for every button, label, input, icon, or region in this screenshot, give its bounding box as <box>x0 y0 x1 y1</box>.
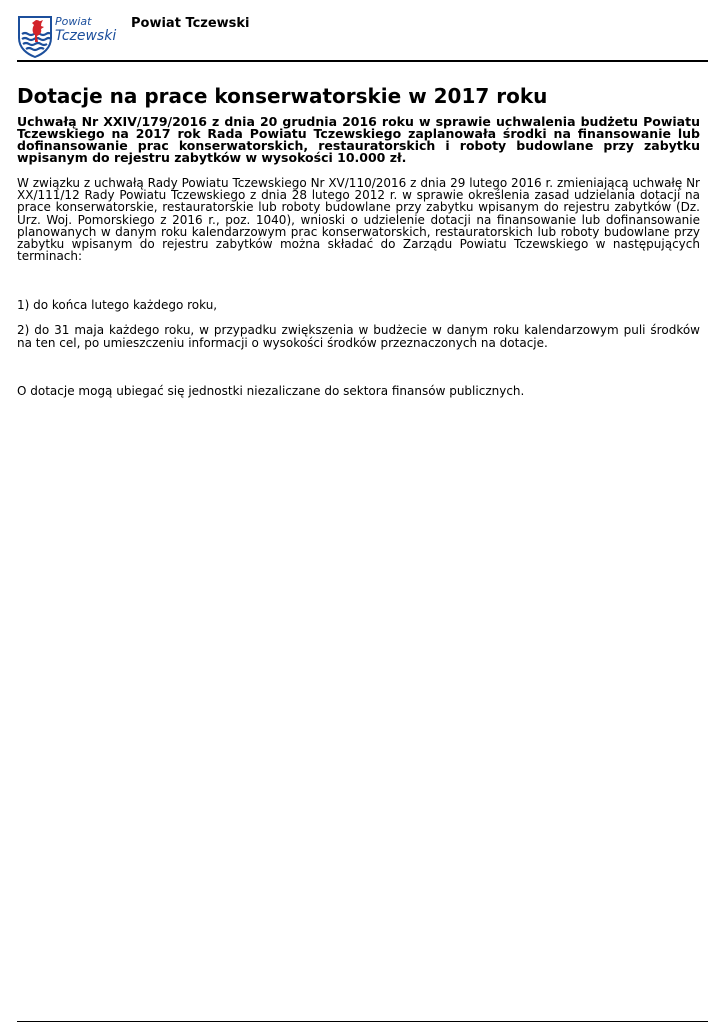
deadline-item-1: 1) do końca lutego każdego roku, <box>17 298 218 313</box>
page-title: Dotacje na prace konserwatorskie w 2017 roku <box>17 84 548 108</box>
deadline-item-2: 2) do 31 maja każdego roku, w przypadku zwiększenia w budżecie w danym roku kalendarzowym puli środków na ten cel, po umieszczeniu informacji o wysokości środków przeznaczonych na dotacje. <box>17 323 700 350</box>
article-paragraph: W związku z uchwałą Rady Powiatu Tczewskiego Nr XV/110/2016 z dnia 29 lutego 2016 r. zmieniającą uchwałę Nr XX/111/12 Rady Powiatu Tczewskiego z dnia 28 lutego 2012 r. w sprawie określenia zasad udzielania dotacji na prace konserwatorskie, restauratorskie lub roboty budowlane przy zabytku wpisanym do rejestru zabytków (Dz. Urz. Woj. Pomorskiego z 2016 r., poz. 1040), wnioski o udzielenie dotacji na finansowanie lub dofinansowanie planowanych w danym roku kalendarzowym prac konserwatorskich, restauratorskich lub roboty budowlane przy zabytku wpisanym do rejestru zabytków można składać do Zarządu Powiatu Tczewskiego w następujących terminach: <box>17 176 700 264</box>
coat-of-arms-icon <box>17 14 53 58</box>
eligibility-note: O dotacje mogą ubiegać się jednostki niezaliczane do sektora finansów publicznych. <box>17 384 525 399</box>
logo-wordmark <box>55 16 116 43</box>
article-content <box>17 84 700 398</box>
logo-line-tczewski: Tczewski <box>55 28 117 44</box>
article-lead: Uchwałą Nr XXIV/179/2016 z dnia 20 grudnia 2016 roku w sprawie uchwalenia budżetu Powiatu Tczewskiego na 2017 rok Rada Powiatu Tczewskiego zaplanowała środki na finansowanie lub dofinansowanie prac konserwatorskich, restauratorskich i roboty budowlane przy zabytku wpisanym do rejestru zabytków w wysokości 10.000 zł. <box>17 114 700 165</box>
logo-line-powiat: Powiat <box>55 15 92 28</box>
page-header <box>17 14 708 60</box>
header-divider <box>17 60 708 62</box>
powiat-logo <box>17 14 117 58</box>
site-title: Powiat Tczewski <box>131 16 250 31</box>
footer-divider <box>17 1021 708 1022</box>
